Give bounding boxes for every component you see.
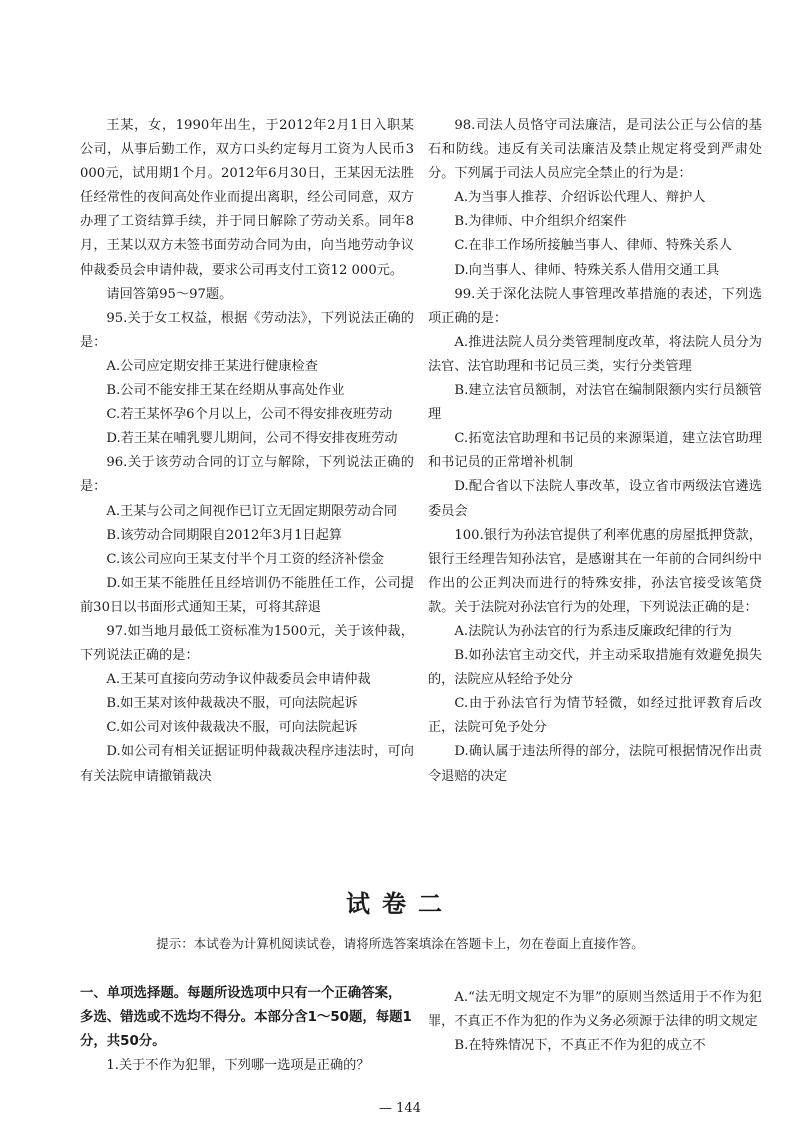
exam-hint: 提示：本试卷为计算机阅读试卷，请将所选答案填涂在答题卡上，勿在卷面上直接作答。 [156,936,644,951]
answer-option: B.公司不能安排王某在经期从事高处作业 [106,383,345,399]
section2-right-column [428,986,762,1058]
answer-option: C.若王某怀孕6个月以上，公司不得安排夜班劳动 [106,407,393,423]
answer-option: A.公司应定期安排王某进行健康检查 [106,358,318,374]
answer-option: C.在非工作场所接触当事人、律师、特殊关系人 [454,238,732,254]
paragraph: 95.关于女工权益，根据《劳动法》，下列说法正确的是： [80,310,414,350]
paragraph: 98.司法人员恪守司法廉洁，是司法公正与公信的基石和防线。违反有关司法廉洁及禁止规定将受到严肃处分。下列属于司法人员应完全禁止的行为是： [428,118,762,182]
answer-option: A.“法无明文规定不为罪”的原则当然适用于不作为犯罪，不真正不作为犯的作为义务必须源于法律的明文规定 [428,990,762,1030]
answer-option: C.由于孙法官行为情节轻微，如经过批评教育后改正，法院可免予处分 [428,696,762,736]
section2-left-column [80,982,414,1078]
answer-option: B.如王某对该仲裁裁决不服，可向法院起诉 [106,696,358,712]
section-heading: 一、单项选择题。每题所设选项中只有一个正确答案，多选、错选或不选均不得分。本部分含1～50题，每题1分，共50分。 [80,986,412,1049]
paragraph: 王某，女，1990年出生，于2012年2月1日入职某公司，从事后勤工作，双方口头约定每月工资为人民币3 000元，试用期1个月。2012年6月30日，王某因无法胜任经常性的夜间高处作业而提出离职，经公司同意，双方办理了工资结算手续，并于同日解除了劳动关系。同年8月，王某以双方未签书面劳动合同为由，向当地劳动争议仲裁委员会申请仲裁，要求公司再支付工资12 000元。 [80,118,414,278]
answer-option: C.该公司应向王某支付半个月工资的经济补偿金 [106,551,384,567]
answer-option: A.王某可直接向劳动争议仲裁委员会申请仲裁 [106,672,371,688]
page-number: — 144 [379,1101,421,1116]
paragraph: 99.关于深化法院人事管理改革措施的表述，下列选项正确的是： [428,286,762,326]
paragraph: 96.关于该劳动合同的订立与解除，下列说法正确的是： [80,455,414,495]
answer-option: D.向当事人、律师、特殊关系人借用交通工具 [454,262,720,278]
left-column [80,114,414,789]
answer-option: B.该劳动合同期限自2012年3月1日起算 [106,527,343,543]
paragraph: 100.银行为孙法官提供了利率优惠的房屋抵押贷款，银行王经理告知孙法官，是感谢其在一年前的合同纠纷中作出的公正判决而进行的特殊安排，孙法官接受该笔贷款。关于法院对孙法官行为的处理，下列说法正确的是： [428,527,762,615]
answer-option: B.在特殊情况下，不真正不作为犯的成立不 [454,1038,706,1054]
paragraph: 97.如当地月最低工资标准为1500元，关于该仲裁，下列说法正确的是： [80,623,414,664]
section-title: 试卷二 [346,890,454,918]
answer-option: B.如孙法官主动交代，并主动采取措施有效避免损失的，法院应从轻给予处分 [428,648,762,688]
answer-option: C.如公司对该仲裁裁决不服，可向法院起诉 [106,720,358,736]
paragraph: 请回答第95～97题。 [106,286,233,302]
answer-option: D.确认属于违法所得的部分，法院可根据情况作出责令退赔的决定 [428,744,762,784]
answer-option: A.法院认为孙法官的行为系违反廉政纪律的行为 [454,623,732,639]
answer-option: D.如王某不能胜任且经培训仍不能胜任工作，公司提前30日以书面形式通知王某，可将其辞退 [80,575,414,615]
answer-option: B.建立法官员额制，对法官在编制限额内实行员额管理 [428,383,762,423]
answer-option: D.配合省以下法院人事改革，设立省市两级法官遴选委员会 [428,479,762,519]
answer-option: D.若王某在哺乳婴儿期间，公司不得安排夜班劳动 [106,431,398,447]
answer-option: D.如公司有相关证据证明仲裁裁决程序违法时，可向有关法院申请撤销裁决 [80,744,414,784]
right-column [428,114,762,789]
answer-option: B.为律师、中介组织介绍案件 [454,214,627,230]
answer-option: A.王某与公司之间视作已订立无固定期限劳动合同 [106,503,398,519]
question-1: 1.关于不作为犯罪，下列哪一选项是正确的？ [106,1058,370,1073]
answer-option: A.为当事人推荐、介绍诉讼代理人、辩护人 [454,190,706,206]
answer-option: C.拓宽法官助理和书记员的来源渠道，建立法官助理和书记员的正常增补机制 [428,431,762,471]
answer-option: A.推进法院人员分类管理制度改革，将法院人员分为法官、法官助理和书记员三类，实行分类管理 [428,334,762,374]
